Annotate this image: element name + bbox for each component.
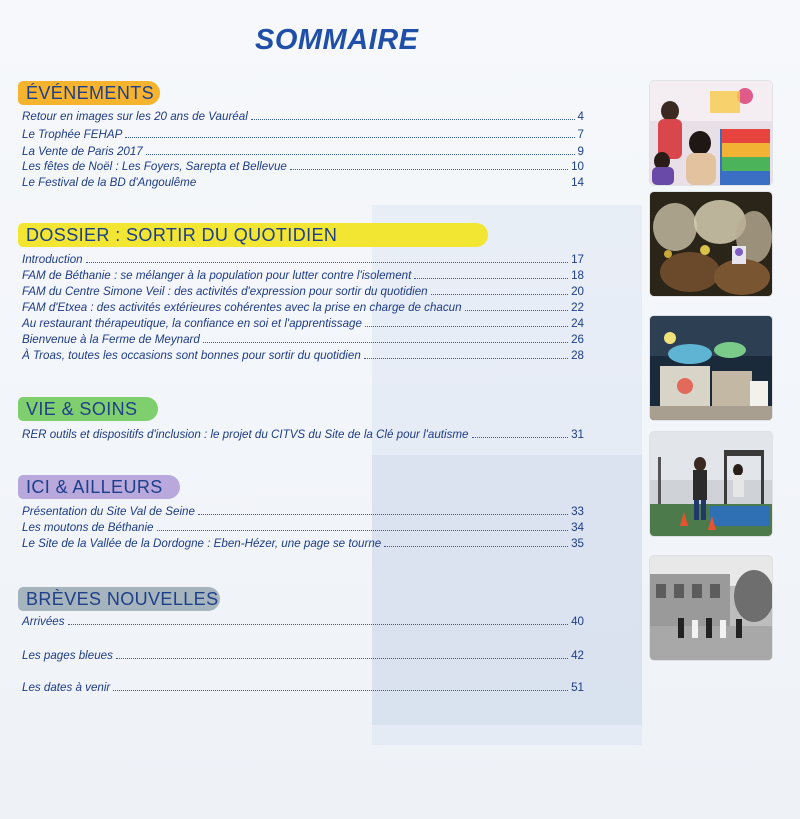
entry-page: 22 <box>571 301 584 314</box>
entry-page: 33 <box>571 505 584 518</box>
entry-label: FAM de Béthanie : se mélanger à la population pour lutter contre l'isolement <box>22 269 412 282</box>
toc-entry[interactable] <box>22 502 584 518</box>
entry-label: FAM d'Etxea : des activités extérieures cohérentes avec la prise en charge de chacun <box>22 301 462 314</box>
toc-entry[interactable] <box>22 346 584 362</box>
toc-entry[interactable] <box>22 646 584 662</box>
dot-leader <box>365 326 568 327</box>
entry-label: Bienvenue à la Ferme de Meynard <box>22 333 200 346</box>
entry-label: Arrivées <box>22 615 65 628</box>
entry-label: Les dates à venir <box>22 681 111 694</box>
toc-entry[interactable] <box>22 314 584 330</box>
section-heading-ici-ailleurs: ICI & AILLEURS <box>18 475 180 499</box>
entry-label: Les pages bleues <box>22 649 113 662</box>
dot-leader <box>157 530 569 531</box>
entry-page: 40 <box>571 615 584 628</box>
dot-leader <box>125 137 574 138</box>
toc-entry[interactable] <box>22 534 584 550</box>
entry-label: Retour en images sur les 20 ans de Vauréal <box>22 110 248 123</box>
entry-page: 35 <box>571 537 584 550</box>
entry-page: 26 <box>571 333 584 346</box>
entry-label: Le Site de la Vallée de la Dordogne : Eben-Hézer, une page se tourne <box>22 537 382 550</box>
entry-label: Au restaurant thérapeutique, la confiance en soi et l'apprentissage <box>22 317 362 330</box>
toc-entry[interactable] <box>22 678 584 694</box>
entry-page: 7 <box>577 128 584 141</box>
toc-entry[interactable] <box>22 250 584 266</box>
children-painting-photo <box>650 81 772 185</box>
section-heading-vie-soins: VIE & SOINS <box>18 397 158 421</box>
toc-entry[interactable] <box>22 282 584 298</box>
dot-leader <box>251 119 575 120</box>
section-heading-evenements: ÉVÉNEMENTS <box>18 81 160 105</box>
entry-page: 17 <box>571 253 584 266</box>
toc-entry[interactable] <box>22 173 584 189</box>
entry-label: À Troas, toutes les occasions sont bonnes pour sortir du quotidien <box>22 349 361 362</box>
toc-entry[interactable] <box>22 142 584 158</box>
entry-label: RER outils et dispositifs d'inclusion : le projet du CITVS du Site de la Clé pour l'autisme <box>22 428 469 441</box>
entry-label: Les moutons de Béthanie <box>22 521 154 534</box>
toc-entry[interactable] <box>22 266 584 282</box>
dot-leader <box>465 310 569 311</box>
entry-label: Présentation du Site Val de Seine <box>22 505 195 518</box>
entry-page: 42 <box>571 649 584 662</box>
black-white-group-photo <box>650 556 772 660</box>
toc-entry[interactable] <box>22 612 584 628</box>
entry-label: Les fêtes de Noël : Les Foyers, Sarepta et Bellevue <box>22 160 287 173</box>
entry-label: FAM du Centre Simone Veil : des activités d'expression pour sortir du quotidien <box>22 285 428 298</box>
entry-page: 18 <box>571 269 584 282</box>
entry-page: 10 <box>571 160 584 173</box>
entry-page: 9 <box>577 145 584 158</box>
art-installation-photo <box>650 316 772 420</box>
dot-leader <box>364 358 568 359</box>
entry-label: Introduction <box>22 253 83 266</box>
entry-page: 31 <box>571 428 584 441</box>
toc-entry[interactable] <box>22 425 584 441</box>
entry-label: Le Festival de la BD d'Angoulême <box>22 176 197 189</box>
dot-leader <box>113 690 568 691</box>
entry-page: 14 <box>571 176 584 189</box>
dot-leader <box>199 185 568 186</box>
section-heading-breves-nouvelles: BRÈVES NOUVELLES <box>18 587 220 611</box>
gift-baskets-photo <box>650 192 772 296</box>
dot-leader <box>116 658 568 659</box>
dot-leader <box>472 437 569 438</box>
toc-entry[interactable] <box>22 125 584 141</box>
entry-label: Le Trophée FEHAP <box>22 128 123 141</box>
section-heading-dossier: DOSSIER : SORTIR DU QUOTIDIEN <box>18 223 488 247</box>
dot-leader <box>86 262 569 263</box>
toc-entry[interactable] <box>22 330 584 346</box>
dot-leader <box>431 294 568 295</box>
entry-page: 20 <box>571 285 584 298</box>
entry-page: 34 <box>571 521 584 534</box>
dot-leader <box>198 514 568 515</box>
entry-page: 28 <box>571 349 584 362</box>
dot-leader <box>68 624 569 625</box>
dot-leader <box>146 154 575 155</box>
dot-leader <box>290 169 568 170</box>
dot-leader <box>384 546 568 547</box>
dot-leader <box>414 278 568 279</box>
toc-entry[interactable] <box>22 298 584 314</box>
entry-page: 51 <box>571 681 584 694</box>
entry-page: 24 <box>571 317 584 330</box>
entry-label: La Vente de Paris 2017 <box>22 145 143 158</box>
gym-activity-photo <box>650 432 772 536</box>
toc-entry[interactable] <box>22 107 584 123</box>
entry-page: 4 <box>577 110 584 123</box>
dot-leader <box>203 342 568 343</box>
toc-entry[interactable] <box>22 157 584 173</box>
page-title: SOMMAIRE <box>255 24 419 56</box>
toc-entry[interactable] <box>22 518 584 534</box>
